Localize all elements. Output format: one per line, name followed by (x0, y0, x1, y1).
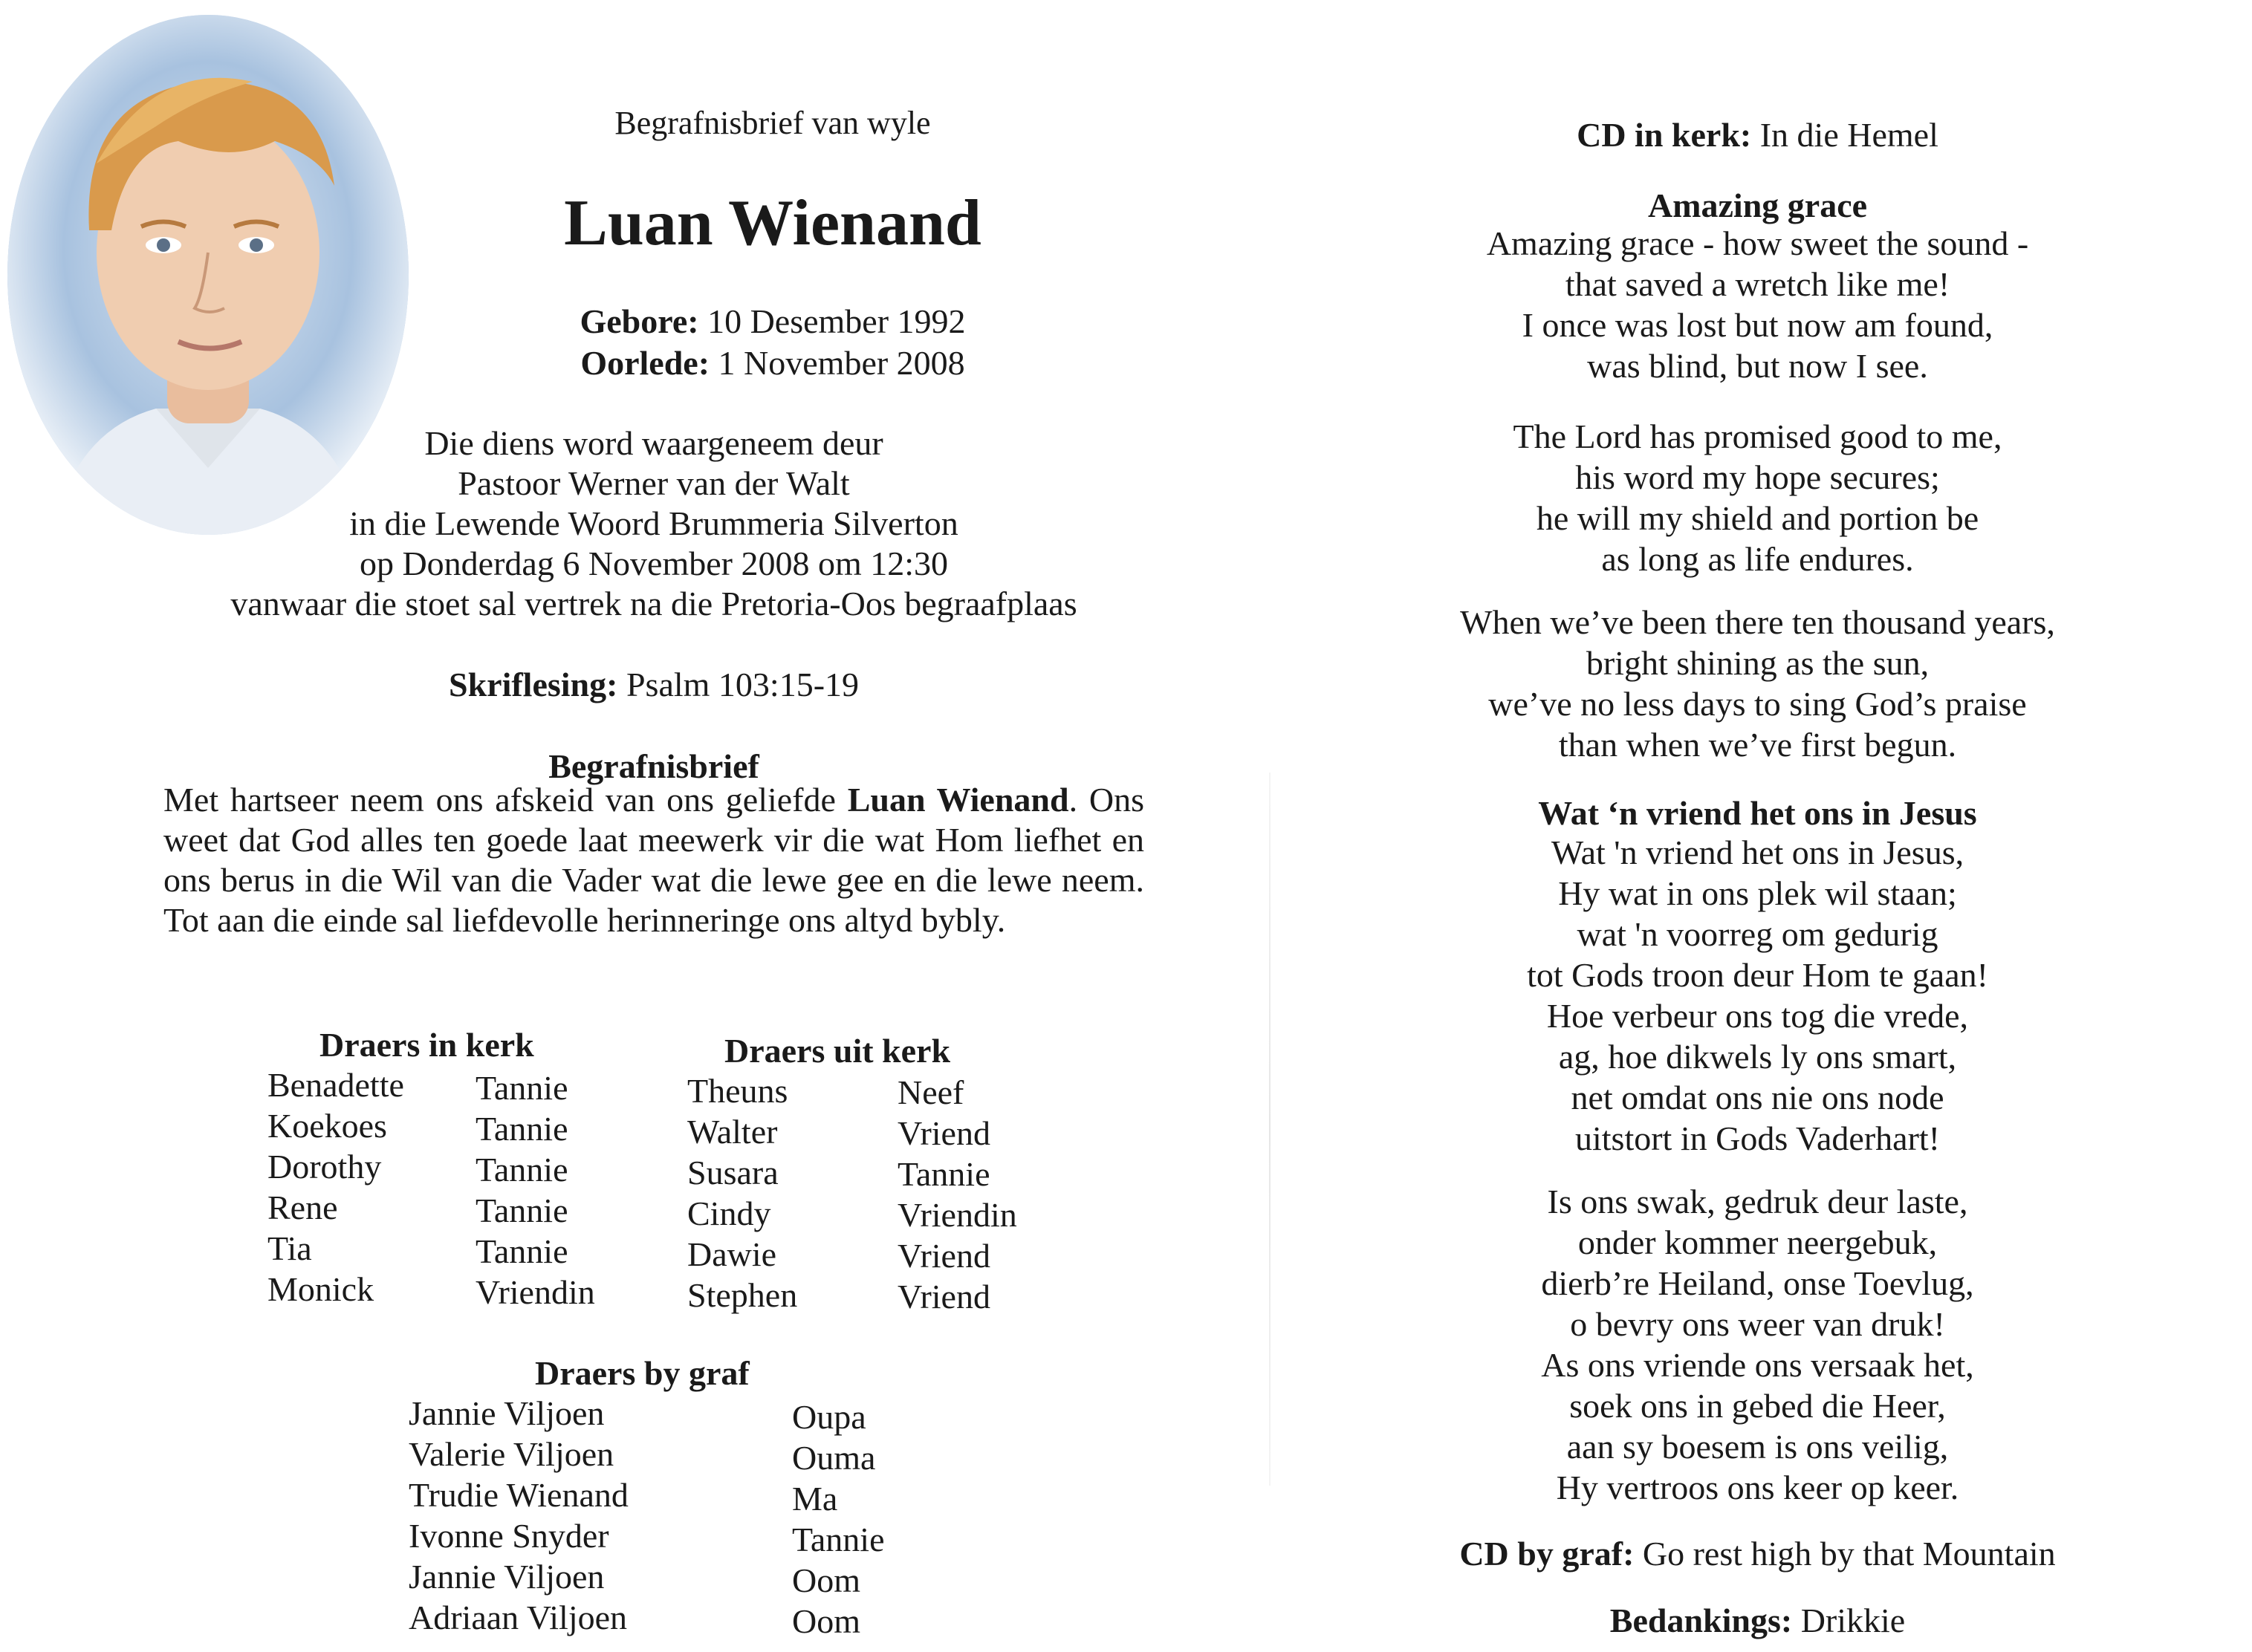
cd-grave-value: Go rest high by that Mountain (1642, 1535, 2056, 1573)
hymn-line: ag, hoe dikwels ly ons smart, (1558, 1038, 1957, 1076)
service-line: Die diens word waargeneem deur (424, 424, 883, 462)
bearer-name: Stephen (687, 1276, 798, 1314)
hymn-line: Is ons swak, gedruk deur laste, (1547, 1183, 1968, 1220)
bearers-church-names (267, 1064, 404, 1310)
hymn-line: The Lord has promised good to me, (1513, 417, 2002, 455)
hymn-line: net omdat ons nie ons node (1571, 1079, 1944, 1116)
thanks-label: Bedankings: (1609, 1601, 1793, 1639)
hymn2-title: Wat ‘n vriend het ons in Jesus (1538, 794, 1977, 832)
hymn-line: When we’ve been there ten thousand years, (1460, 603, 2055, 641)
hymn-line: uitstort in Gods Vaderhart! (1574, 1119, 1941, 1157)
born-label: Gebore: (580, 302, 699, 340)
bearer-name: Jannie Viljoen (409, 1394, 605, 1432)
hymn1-title: Amazing grace (1647, 186, 1868, 224)
letter-heading: Begrafnisbrief (548, 747, 759, 785)
hymn-line: Hoe verbeur ons tog die vrede, (1546, 997, 1969, 1035)
cd-church-line (1263, 115, 2252, 155)
hymn-line: than when we’ve first begun. (1558, 726, 1957, 764)
bearer-relation: Tannie (898, 1155, 990, 1193)
bearer-relation: Tannie (476, 1110, 568, 1148)
bearers-out-names (687, 1070, 797, 1316)
bearer-name: Monick (267, 1270, 374, 1308)
bearer-name: Valerie Viljoen (409, 1435, 614, 1473)
hymn2-stanza (1263, 1181, 2252, 1508)
bearer-relation: Oom (792, 1561, 860, 1599)
bearer-name: Dawie (687, 1235, 777, 1273)
header-lead: Begrafnisbrief van wyle (614, 105, 931, 141)
hymn-line: Amazing grace - how sweet the sound - (1486, 224, 2029, 262)
thanks-value: Drikkie (1800, 1601, 1906, 1639)
hymn-line: aan sy boesem is ons veilig, (1566, 1428, 1949, 1466)
bearers-out-title: Draers uit kerk (724, 1032, 951, 1070)
hymn-line: tot Gods troon deur Hom te gaan! (1527, 956, 1988, 994)
cd-grave-label: CD by graf: (1459, 1535, 1635, 1573)
died-date: 1 November 2008 (718, 344, 965, 382)
bearer-name: Cindy (687, 1194, 771, 1232)
bearer-relation: Oom (792, 1602, 860, 1640)
hymn-line: I once was lost but now am found, (1522, 306, 1993, 344)
bearer-relation: Ouma (792, 1439, 876, 1477)
service-line: vanwaar die stoet sal vertrek na die Pretoria-Oos begraafplaas (230, 585, 1077, 622)
bearer-relation: Vriend (898, 1278, 990, 1316)
service-line: Pastoor Werner van der Walt (458, 464, 850, 502)
bearer-relation: Tannie (476, 1191, 568, 1229)
born-date: 10 Desember 1992 (707, 302, 966, 340)
bearer-name: Tia (267, 1229, 312, 1267)
bearer-name: Adriaan Viljoen (409, 1599, 628, 1636)
hymn-line: his word my hope secures; (1575, 458, 1940, 496)
bearers-grave-title: Draers by graf (535, 1354, 750, 1392)
died-label: Oorlede: (580, 344, 710, 382)
scripture-reading (178, 665, 1129, 704)
hymn-line: onder kommer neergebuk, (1577, 1223, 1938, 1261)
hymn-line: was blind, but now I see. (1587, 347, 1928, 385)
bearer-relation: Vriendin (898, 1196, 1017, 1234)
bearers-grave-names (409, 1393, 629, 1638)
bearer-relation: Tannie (792, 1521, 885, 1558)
deceased-name: Luan Wienand (564, 187, 981, 259)
right-page (1263, 0, 2252, 1652)
letter-text-start: Met hartseer neem ons afskeid van ons geliefde (163, 781, 848, 819)
hymn-line: soek ons in gebed die Heer, (1569, 1387, 1946, 1425)
hymn-line: he will my shield and portion be (1536, 499, 1979, 537)
bearer-relation: Neef (898, 1073, 964, 1111)
bearer-name: Ivonne Snyder (409, 1517, 609, 1555)
bearers-grave-relations (792, 1396, 885, 1642)
hymn-line: as long as life endures. (1601, 540, 1914, 578)
hymn1-stanza (1263, 602, 2252, 765)
bearer-name: Theuns (687, 1072, 788, 1110)
bearers-out-relations (898, 1072, 1017, 1317)
bearer-relation: Vriend (898, 1237, 990, 1275)
bearer-relation: Vriendin (476, 1273, 595, 1311)
bearer-relation: Vriend (898, 1114, 990, 1152)
hymn-line: o bevry ons weer van druk! (1570, 1305, 1945, 1343)
bearer-relation: Oupa (792, 1398, 866, 1436)
life-dates (476, 301, 1070, 384)
hymn2-stanza (1263, 832, 2252, 1159)
died-line (476, 342, 1070, 384)
bearer-name: Benadette (267, 1066, 404, 1104)
bearer-name: Koekoes (267, 1107, 387, 1145)
service-line: op Donderdag 6 November 2008 om 12:30 (359, 544, 949, 582)
bearer-name: Dorothy (267, 1148, 382, 1186)
bearer-name: Trudie Wienand (409, 1476, 629, 1514)
bearer-relation: Ma (792, 1480, 838, 1518)
bearer-name: Rene (267, 1188, 338, 1226)
letter-text-end: . Ons weet dat God alles ten goede laat meewerk vir die wat Hom liefhet en ons berus in die Wil van die Vader wat die lewe gee en die lewe neem. Tot aan die einde sal liefdevolle herinneringe ons altyd bybly. (163, 781, 1145, 939)
bearer-name: Susara (687, 1154, 779, 1191)
hymn-line: that saved a wretch like me! (1565, 265, 1950, 303)
thanks-line (1263, 1601, 2252, 1640)
hymn-line: wat 'n voorreg om gedurig (1577, 915, 1938, 953)
hymn-line: dierb’re Heiland, onse Toevlug, (1541, 1264, 1974, 1302)
hymn-line: bright shining as the sun, (1586, 644, 1930, 682)
hymn-line: Wat 'n vriend het ons in Jesus, (1551, 833, 1964, 871)
hymn1-stanza (1263, 416, 2252, 579)
bearer-relation: Tannie (476, 1232, 568, 1270)
hymn1-stanza (1263, 223, 2252, 386)
service-line: in die Lewende Woord Brummeria Silverton (349, 504, 958, 542)
hymn-line: we’ve no less days to sing God’s praise (1488, 685, 2027, 723)
bearer-relation: Tannie (476, 1069, 568, 1107)
bearers-church-title: Draers in kerk (319, 1026, 534, 1064)
bearer-name: Jannie Viljoen (409, 1558, 605, 1596)
hymn-line: As ons vriende ons versaak het, (1541, 1346, 1974, 1384)
bearer-name: Walter (687, 1113, 778, 1151)
hymn-line: Hy vertroos ons keer op keer. (1556, 1469, 1959, 1506)
hymn-line: Hy wat in ons plek wil staan; (1558, 874, 1957, 912)
cd-church-value: In die Hemel (1759, 116, 1938, 154)
cd-grave-line (1263, 1534, 2252, 1573)
service-details (178, 423, 1129, 624)
reading-label: Skriflesing: (448, 666, 618, 703)
bearer-relation: Tannie (476, 1151, 568, 1188)
born-line (476, 301, 1070, 342)
letter-name: Luan Wienand (847, 781, 1069, 819)
letter-body (163, 780, 1144, 940)
bearers-church-relations (476, 1067, 595, 1313)
cd-church-label: CD in kerk: (1577, 116, 1752, 154)
reading-value: Psalm 103:15-19 (626, 666, 860, 703)
